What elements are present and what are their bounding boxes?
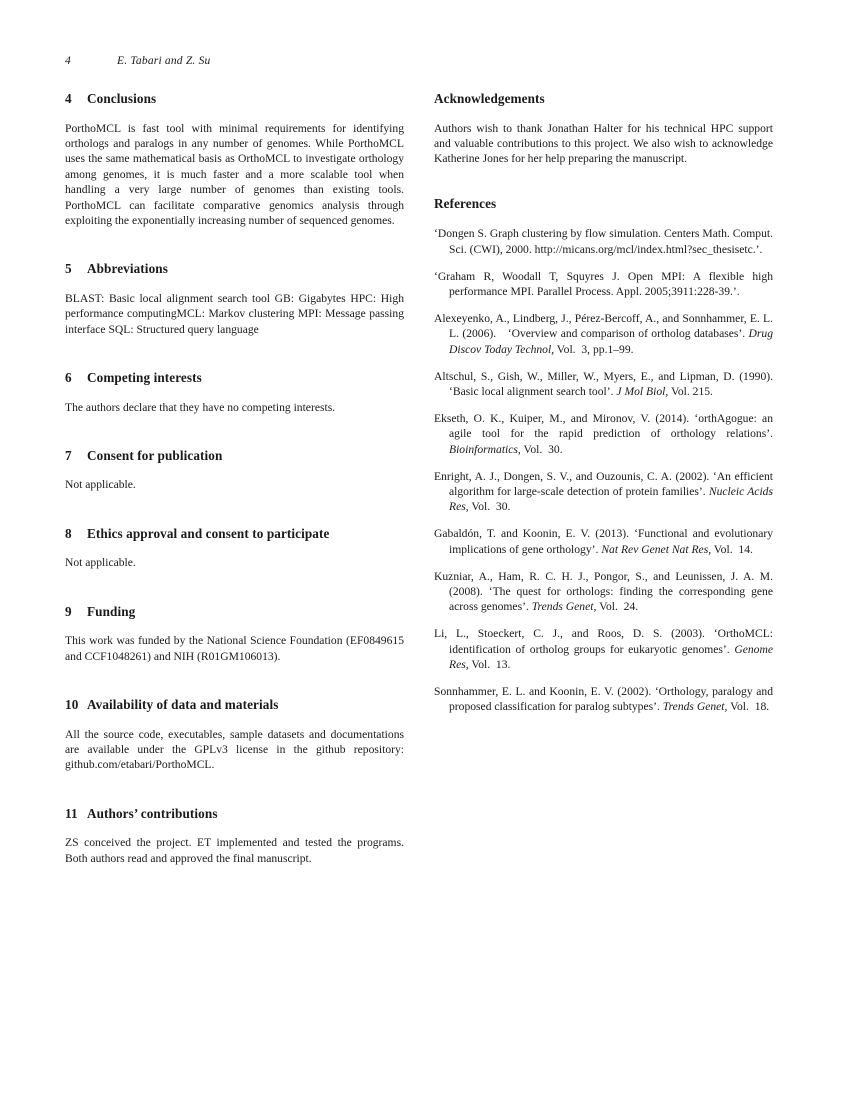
section-number: 11: [65, 805, 78, 821]
section-number: 8: [65, 525, 72, 541]
reference-item: [434, 311, 773, 357]
section-title: Acknowledgements: [434, 91, 545, 106]
section-heading: [65, 806, 404, 823]
section-body: All the source code, executables, sample datasets and documentations are available under the GPLv3 license in the github repository: github.com/etabari/PorthoMCL.: [65, 727, 404, 772]
section-title: Authors’ contributions: [87, 805, 218, 821]
reference-tail: , Vol. 18.: [724, 700, 770, 714]
section-number: 4: [65, 91, 72, 106]
section-competing-interests: [65, 370, 404, 415]
running-head: [65, 55, 773, 73]
page-number: 4: [65, 55, 71, 67]
section-heading: [65, 604, 404, 621]
section-title: Consent for publication: [87, 447, 223, 463]
section-body: ZS conceived the project. ET implemented and tested the programs. Both authors read and approved the final manuscript.: [65, 836, 404, 865]
reference-item: [434, 369, 773, 400]
section-body: Not applicable.: [65, 478, 136, 492]
reference-text: ‘Dongen S. Graph clustering by flow simulation. Centers Math. Comput. Sci. (CWI), 2000. http://micans.org/mcl/index.html?sec_thesisetc.’.: [434, 227, 773, 256]
section-title: References: [434, 195, 497, 211]
section-body: Not applicable.: [65, 556, 136, 570]
reference-text: ‘Graham R, Woodall T, Squyres J. Open MPI: A flexible high performance MPI. Parallel Process. Appl. 2005;3911:228-39.’.: [434, 269, 773, 298]
section-body: PorthoMCL is fast tool with minimal requirements for identifying orthologs and paralogs in any number of genomes. While PorthoMCL uses the same mathematical basis as OrthoMCL to investigate orthology among genomes, it is much faster and a more scalable tool when handling a very large number of genomes than existing tools. PorthoMCL can facilitate comparative genomics analysis through exploiting the exponentially increasing number of sequenced genomes.: [65, 121, 404, 227]
section-body: The authors declare that they have no competing interests.: [65, 400, 336, 414]
running-head-authors: E. Tabari and Z. Su: [117, 55, 211, 67]
section-title: Availability of data and materials: [87, 697, 279, 713]
section-body: BLAST: Basic local alignment search tool GB: Gigabytes HPC: High performance computingMCL: Markov clustering MPI: Message passing interface SQL: Structured query language: [65, 291, 404, 336]
reference-tail: , Vol. 13.: [465, 658, 511, 672]
reference-journal: Nucleic Acids Res: [449, 485, 773, 514]
section-heading: [65, 370, 404, 387]
section-funding: [65, 604, 404, 664]
section-authors-contributions: [65, 806, 404, 866]
reference-tail: , Vol. 3, pp.1–99.: [551, 342, 634, 356]
section-body: This work was funded by the National Science Foundation (EF0849615 and CCF1048261) and NIH (R01GM106013).: [65, 634, 404, 663]
reference-item: [434, 226, 773, 257]
section-number: 6: [65, 370, 72, 386]
reference-text: Kuzniar, A., Ham, R. C. H. J., Pongor, S., and Leunissen, J. A. M. (2008). ‘The quest for orthologs: finding the corresponding gene across genomes’.: [434, 569, 773, 614]
reference-list: [434, 226, 773, 715]
section-acknowledgements: [434, 91, 773, 167]
section-number: 9: [65, 603, 72, 619]
right-column: [434, 91, 773, 715]
reference-text: Altschul, S., Gish, W., Miller, W., Myers, E., and Lipman, D. (1990). ‘Basic local alignment search tool’.: [434, 369, 773, 398]
reference-item: [434, 469, 773, 515]
reference-text: Ekseth, O. K., Kuiper, M., and Mironov, V. (2014). ‘orthAgogue: an agile tool for the rapid prediction of orthology relations’.: [434, 411, 773, 441]
reference-text: Li, L., Stoeckert, C. J., and Roos, D. S. (2003). ‘OrthoMCL: identification of ortholog groups for eukaryotic genomes’.: [434, 627, 773, 656]
section-heading: [65, 261, 404, 278]
reference-item: [434, 684, 773, 715]
reference-item: [434, 269, 773, 300]
reference-text: Alexeyenko, A., Lindberg, J., Pérez-Bercoff, A., and Sonnhammer, E. L. L. (2006). ‘Overview and comparison of ortholog databases’.: [434, 311, 773, 341]
reference-journal: Genome Res: [449, 642, 773, 672]
section-heading: [65, 697, 404, 714]
reference-tail: , Vol. 30.: [517, 442, 563, 456]
section-number: 7: [65, 447, 72, 463]
section-consent-for-publication: [65, 448, 404, 493]
section-number: 5: [65, 261, 72, 277]
reference-tail: , Vol. 215.: [665, 384, 713, 398]
reference-text: Enright, A. J., Dongen, S. V., and Ouzounis, C. A. (2002). ‘An efficient algorithm for large-scale detection of protein families’.: [434, 469, 773, 498]
reference-journal: Trends Genet: [662, 700, 725, 714]
two-column-body: [65, 91, 773, 866]
reference-text: Gabaldón, T. and Koonin, E. V. (2013). ‘Functional and evolutionary implications of gene orthology’.: [434, 527, 773, 556]
reference-journal: Trends Genet: [531, 600, 594, 614]
section-title: Abbreviations: [87, 261, 168, 277]
section-body: Authors wish to thank Jonathan Halter for his technical HPC support and valuable contributions to this project. We also wish to acknowledge Katherine Jones for her help preparing the manuscript.: [434, 121, 773, 166]
section-heading: [434, 91, 773, 108]
reference-journal: Nat Rev Genet Nat Res: [601, 542, 709, 556]
section-title: Conclusions: [87, 91, 157, 106]
reference-item: [434, 626, 773, 672]
section-heading: [65, 526, 404, 543]
section-heading: [65, 448, 404, 465]
reference-tail: , Vol. 30.: [465, 500, 511, 514]
section-title: Ethics approval and consent to participate: [87, 525, 330, 541]
section-heading: [65, 91, 404, 108]
left-column: [65, 91, 404, 866]
reference-tail: , Vol. 24.: [593, 600, 639, 614]
reference-item: [434, 526, 773, 557]
reference-item: [434, 569, 773, 615]
reference-item: [434, 411, 773, 457]
reference-journal: J Mol Biol: [616, 384, 666, 398]
reference-journal: Bioinformatics: [449, 442, 518, 456]
section-abbreviations: [65, 261, 404, 337]
section-number: 10: [65, 697, 79, 713]
section-title: Funding: [87, 603, 136, 619]
section-conclusions: [65, 91, 404, 228]
section-availability-of-data: [65, 697, 404, 773]
reference-text: Sonnhammer, E. L. and Koonin, E. V. (2002). ‘Orthology, paralogy and proposed classification for paralog subtypes’.: [434, 685, 773, 714]
section-ethics-approval: [65, 526, 404, 571]
section-title: Competing interests: [87, 370, 202, 386]
reference-tail: , Vol. 14.: [708, 542, 753, 556]
section-heading: [434, 196, 773, 213]
reference-journal: Drug Discov Today Technol: [449, 327, 773, 356]
section-references: [434, 196, 773, 715]
